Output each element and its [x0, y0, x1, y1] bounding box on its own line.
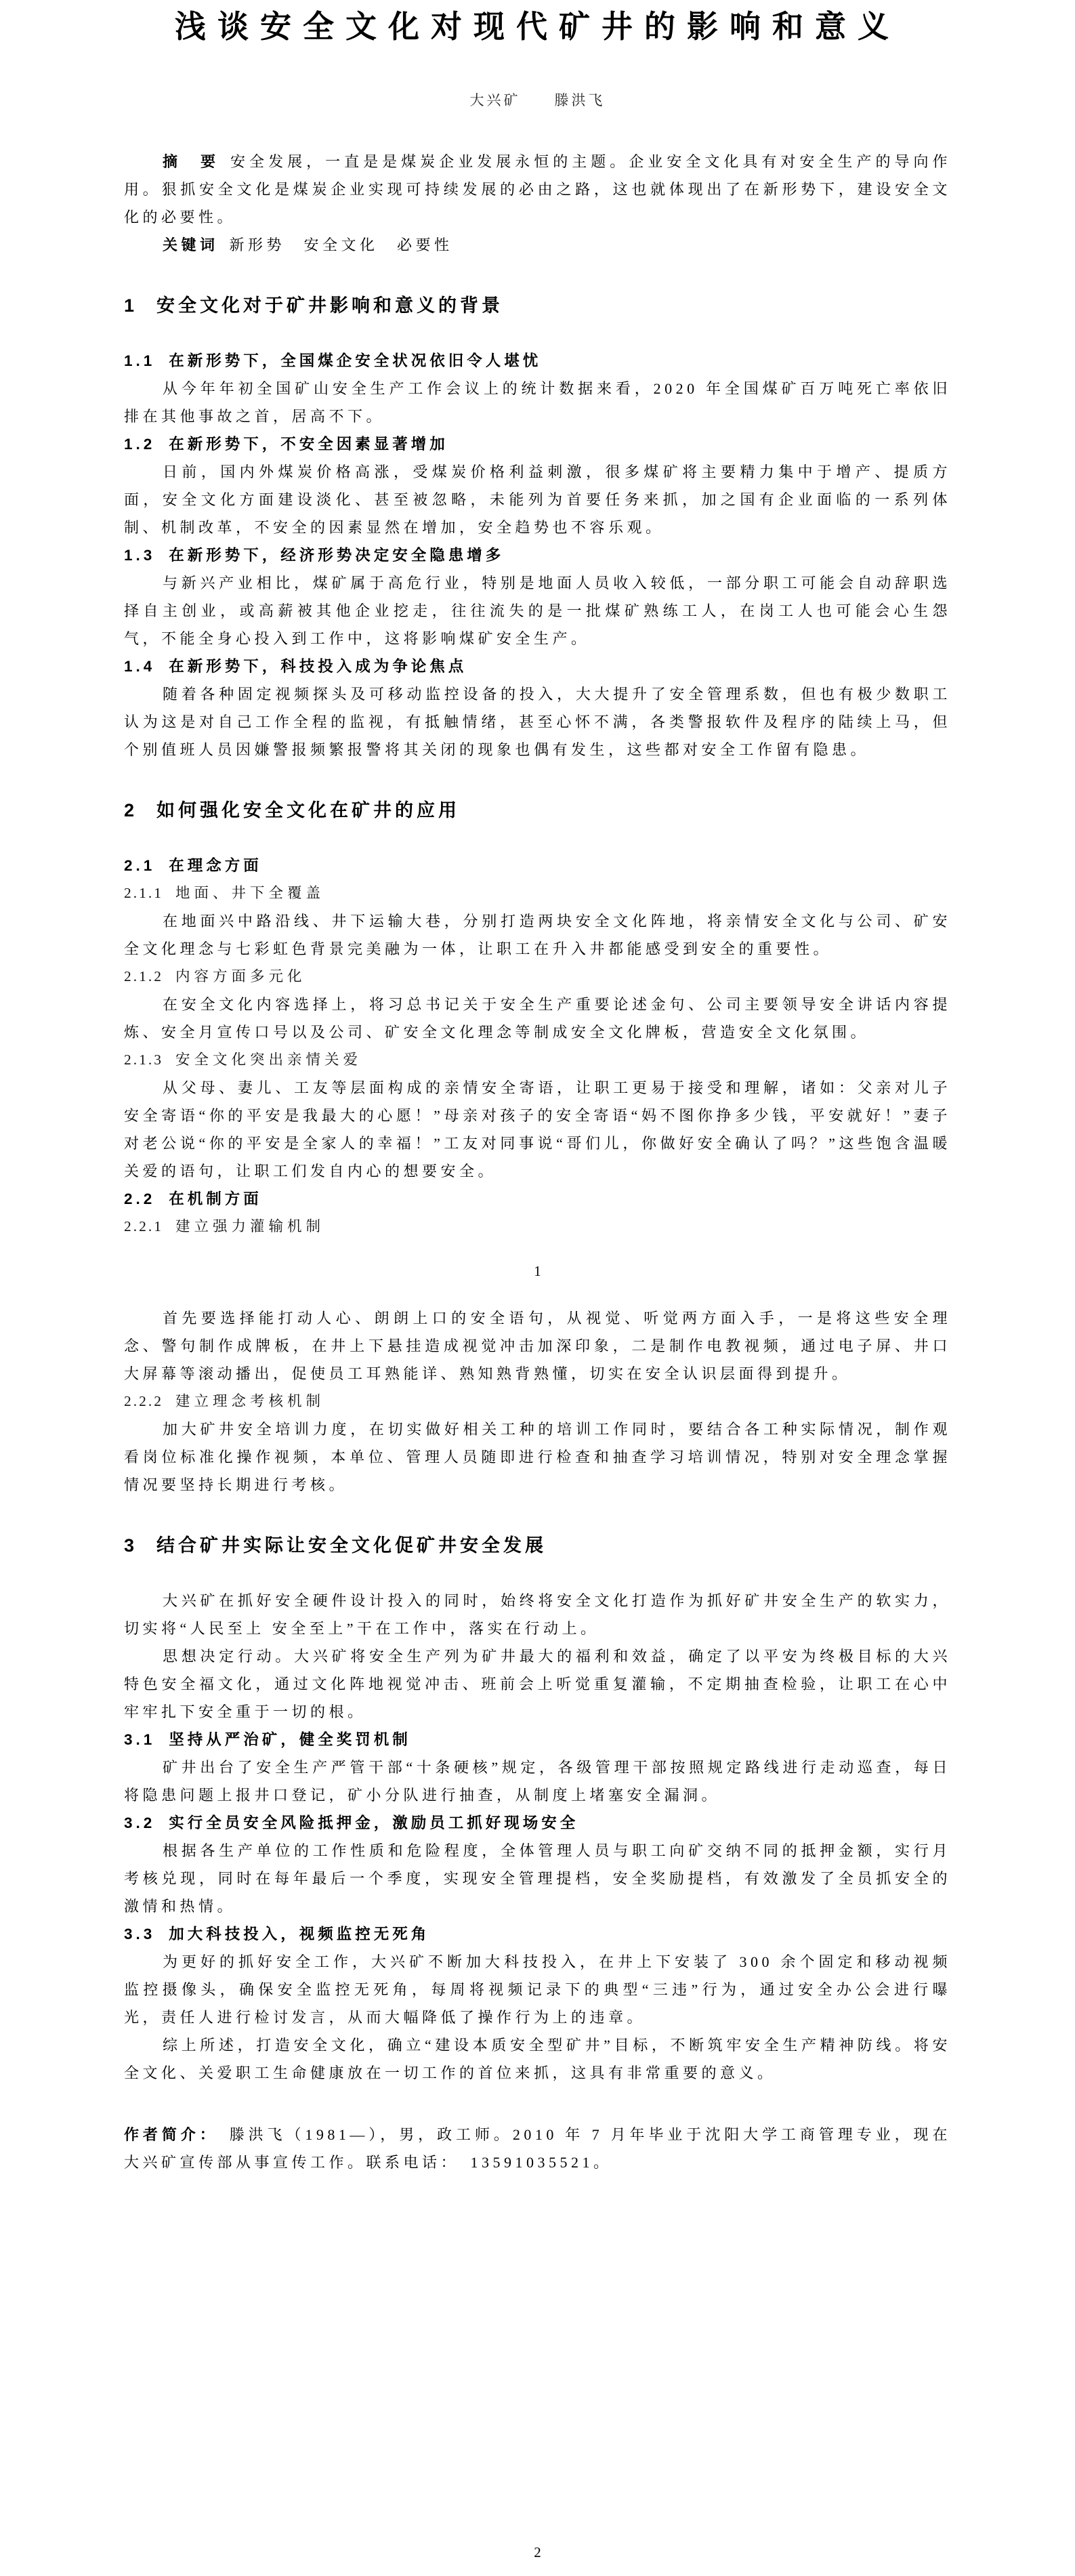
- paragraph: 矿井出台了安全生产严管干部“十条硬核”规定，各级管理干部按照规定路线进行走动巡查，每日将隐患问题上报井口登记，矿小分队进行抽查，从制度上堵塞安全漏洞。: [124, 1759, 951, 1804]
- section-number: 1.3: [124, 547, 156, 564]
- page-2-number: 2: [534, 2544, 541, 2560]
- section-title: 安全文化对于矿井影响和意义的背景: [156, 295, 504, 316]
- paragraph: 从父母、妻儿、工友等层面构成的亲情安全寄语，让职工更易于接受和理解，诸如：父亲对儿子安全寄语“你的平安是我最大的心愿！”母亲对孩子的安全寄语“妈不图你挣多少钱，平安就好！”妻子对老公说“你的平安是全家人的幸福！”工友对同事说“哥们儿，你做好安全确认了吗？”这些饱含温暖关爱的语句，让职工们发自内心的想要安全。: [124, 1079, 951, 1180]
- page-1-number: 1: [534, 1263, 541, 1279]
- paragraph: 大兴矿在抓好安全硬件设计投入的同时，始终将安全文化打造作为抓好矿井安全生产的软实力，切实将“人民至上 安全至上”干在工作中，落实在行动上。: [124, 1592, 951, 1637]
- heading-1: [124, 290, 951, 321]
- section-title: 在新形势下，不安全因素显著增加: [169, 436, 448, 453]
- section-number: 3.2: [124, 1814, 156, 1831]
- section-title: 实行全员安全风险抵押金，激励员工抓好现场安全: [169, 1814, 579, 1831]
- heading-2-2-2: [124, 1388, 951, 1415]
- heading-2-1-3: [124, 1046, 951, 1074]
- paragraph: 与新兴产业相比，煤矿属于高危行业，特别是地面人员收入较低，一部分职工可能会自动辞职选择自主创业，或高薪被其他企业挖走，往往流失的是一批煤矿熟练工人，在岗工人也可能会心生怨气，不能全身心投入到工作中，这将影响煤矿安全生产。: [124, 575, 951, 647]
- section-number: 1.2: [124, 436, 156, 453]
- section-title: 在新形势下，经济形势决定安全隐患增多: [169, 547, 505, 564]
- paragraph: 加大矿井安全培训力度，在切实做好相关工种的培训工作同时，要结合各工种实际情况，制作观看岗位标准化操作视频，本单位、管理人员随即进行检查和抽查学习培训情况，特别对安全理念掌握情况要坚持长期进行考核。: [124, 1421, 951, 1493]
- section-number: 2.2.1: [124, 1218, 163, 1234]
- section-number: 2.1.1: [124, 885, 163, 901]
- paragraph: 从今年年初全国矿山安全生产工作会议上的统计数据来看，2020 年全国煤矿百万吨死亡率依旧排在其他事故之首，居高不下。: [124, 380, 951, 425]
- heading-2-1-1: [124, 879, 951, 907]
- section-title: 在机制方面: [169, 1190, 262, 1207]
- heading-3: [124, 1530, 951, 1561]
- paragraph: 随着各种固定视频探头及可移动监控设备的投入，大大提升了安全管理系数，但也有极少数职工认为这是对自己工作全程的监视，有抵触情绪，甚至心怀不满，各类警报软件及程序的陆续上马，但个别值班人员因嫌警报频繁报警将其关闭的现象也偶有发生，这些都对安全工作留有隐患。: [124, 686, 951, 758]
- heading-1-4: [124, 652, 951, 680]
- section-number: 2.1.2: [124, 968, 163, 984]
- paragraph: 综上所述，打造安全文化，确立“建设本质安全型矿井”目标，不断筑牢安全生产精神防线。将安全文化、关爱职工生命健康放在一切工作的首位来抓，这具有非常重要的意义。: [124, 2037, 951, 2081]
- document-content: [0, 7, 1075, 2176]
- section-title: 在新形势下，科技投入成为争论焦点: [169, 658, 467, 675]
- section-title: 建立强力灌输机制: [175, 1218, 325, 1234]
- author-bio-text: 滕洪飞（1981—），男，政工师。2010 年 7 月年毕业于沈阳大学工商管理专业，现在大兴矿宣传部从事宣传工作。联系电话： 13591035521。: [124, 2126, 951, 2171]
- section-title: 建立理念考核机制: [175, 1393, 325, 1409]
- section-title: 安全文化突出亲情关爱: [175, 1052, 362, 1068]
- heading-2-1-2: [124, 963, 951, 991]
- section-number: 2: [124, 800, 138, 820]
- abstract-text: 安全发展，一直是是煤炭企业发展永恒的主题。企业安全文化具有对安全生产的导向作用。狠抓安全文化是煤炭企业实现可持续发展的必由之路，这也就体现出了在新形势下，建设安全文化的必要性。: [124, 153, 951, 226]
- section-title: 如何强化安全文化在矿井的应用: [156, 800, 461, 820]
- heading-2-1: [124, 852, 951, 879]
- section-number: 1: [124, 295, 138, 316]
- keywords-text: 新形势 安全文化 必要性: [229, 236, 453, 253]
- paragraph: 思想决定行动。大兴矿将安全生产列为矿井最大的福利和效益，确定了以平安为终极目标的大兴特色安全福文化，通过文化阵地视觉冲击、班前会上听觉重复灌输，不定期抽查检验，让职工在心中牢牢扎下安全重于一切的根。: [124, 1648, 951, 1720]
- section-title: 内容方面多元化: [175, 968, 306, 984]
- author-byline: 大兴矿 滕洪飞: [469, 92, 606, 108]
- heading-2-2-1: [124, 1213, 951, 1241]
- heading-1-3: [124, 541, 951, 569]
- heading-3-1: [124, 1726, 951, 1753]
- section-title: 加大科技投入，视频监控无死角: [169, 1926, 430, 1943]
- section-title: 地面、井下全覆盖: [175, 885, 325, 901]
- section-number: 1.4: [124, 658, 156, 675]
- section-title: 在新形势下，全国煤企安全状况依旧令人堪忧: [169, 352, 542, 369]
- author-bio: [124, 2121, 951, 2176]
- section-number: 2.2.2: [124, 1393, 163, 1409]
- paragraph: 日前，国内外煤炭价格高涨，受煤炭价格利益刺激，很多煤矿将主要精力集中于增产、提质方面，安全文化方面建设淡化、甚至被忽略，未能列为首要任务来抓，加之国有企业面临的一系列体制、机制改革，不安全的因素显然在增加，安全趋势也不容乐观。: [124, 463, 951, 536]
- heading-1-1: [124, 347, 951, 375]
- heading-2-2: [124, 1185, 951, 1213]
- paper-title: 浅谈安全文化对现代矿井的影响和意义: [175, 9, 900, 44]
- keywords: [124, 231, 951, 259]
- keywords-label: 关键词: [163, 236, 219, 253]
- section-title: 坚持从严治矿，健全奖罚机制: [169, 1731, 411, 1748]
- section-number: 2.1.3: [124, 1052, 163, 1068]
- section-title: 在理念方面: [169, 857, 262, 874]
- paragraph: 为更好的抓好安全工作，大兴矿不断加大科技投入，在井上下安装了 300 余个固定和移动视频监控摄像头，确保安全监控无死角，每周将视频记录下的典型“三违”行为，通过安全办公会进行曝光，责任人进行检讨发言，从而大幅降低了操作行为上的违章。: [124, 1953, 951, 2026]
- heading-2: [124, 795, 951, 826]
- author-bio-label: 作者简介：: [124, 2126, 219, 2143]
- paragraph: 根据各生产单位的工作性质和危险程度，全体管理人员与职工向矿交纳不同的抵押金额，实行月考核兑现，同时在每年最后一个季度，实现安全管理提档，安全奖励提档，有效激发了全员抓安全的激情和热情。: [124, 1842, 951, 1915]
- section-title: 结合矿井实际让安全文化促矿井安全发展: [156, 1535, 547, 1556]
- paragraph: 在安全文化内容选择上，将习总书记关于安全生产重要论述金句、公司主要领导安全讲话内容提炼、安全月宣传口号以及公司、矿安全文化理念等制成安全文化牌板，营造安全文化氛围。: [124, 996, 951, 1041]
- paragraph: 首先要选择能打动人心、朗朗上口的安全语句，从视觉、听觉两方面入手，一是将这些安全理念、警句制作成牌板，在井上下悬挂造成视觉冲击加深印象，二是制作电教视频，通过电子屏、井口大屏幕等滚动播出，促使员工耳熟能详、熟知熟背熟懂，切实在安全认识层面得到提升。: [124, 1310, 951, 1382]
- section-number: 1.1: [124, 352, 156, 369]
- section-number: 3.1: [124, 1731, 156, 1748]
- section-number: 3: [124, 1535, 138, 1556]
- abstract-label: 摘 要: [163, 153, 220, 170]
- paragraph: 在地面兴中路沿线、井下运输大巷，分别打造两块安全文化阵地，将亲情安全文化与公司、矿安全文化理念与七彩虹色背景完美融为一体，让职工在升入井都能感受到安全的重要性。: [124, 913, 951, 957]
- abstract: [124, 148, 951, 231]
- heading-3-2: [124, 1809, 951, 1837]
- heading-1-2: [124, 430, 951, 458]
- section-number: 3.3: [124, 1926, 156, 1943]
- heading-3-3: [124, 1920, 951, 1948]
- section-number: 2.2: [124, 1190, 156, 1207]
- section-number: 2.1: [124, 857, 156, 874]
